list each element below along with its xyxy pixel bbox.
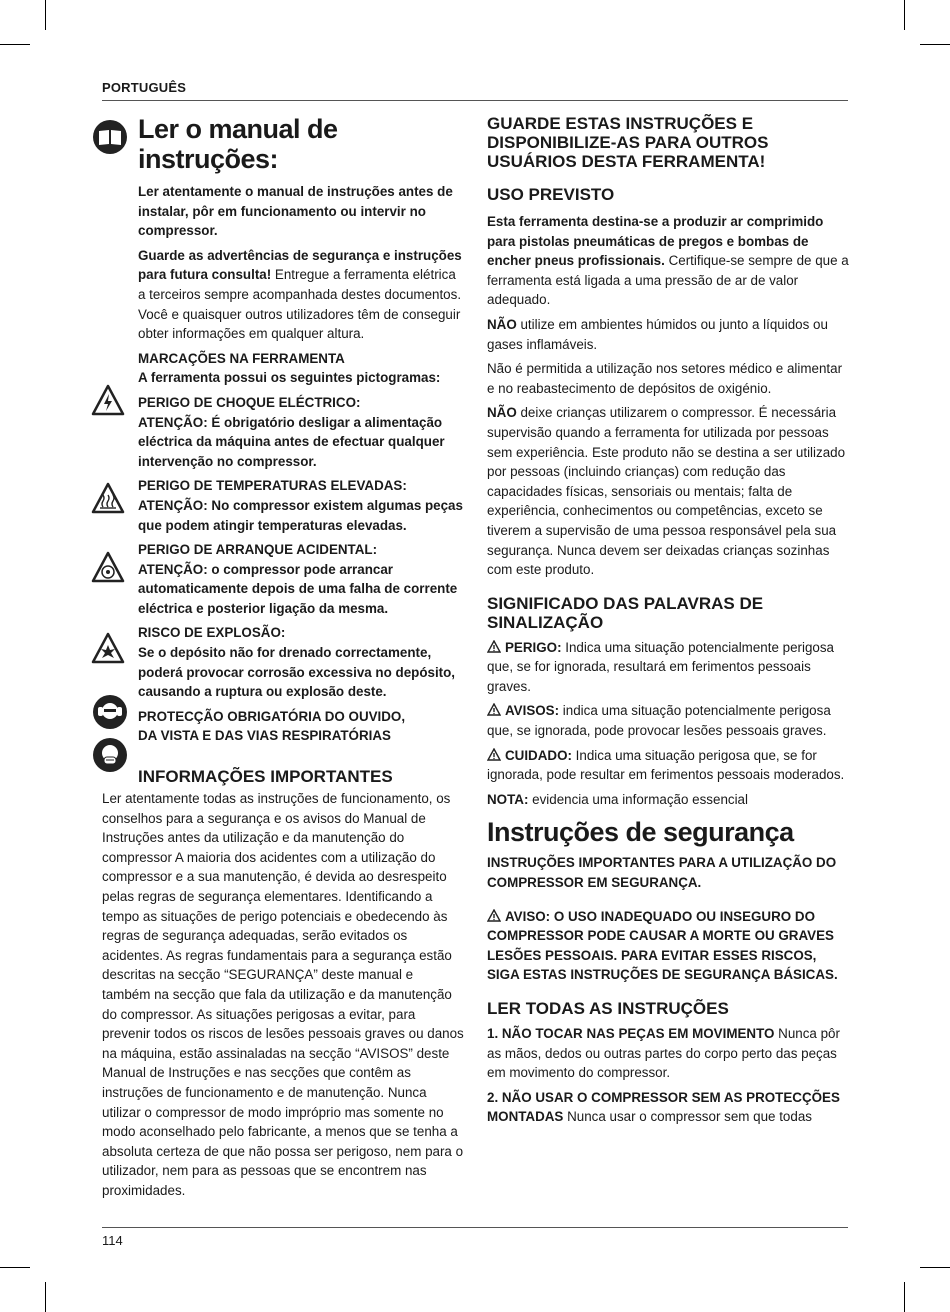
important-info-body [102, 789, 464, 1205]
read-all-title: LER TODAS AS INSTRUÇÕES [487, 999, 729, 1018]
language-header: PORTUGUÊS [102, 80, 187, 95]
danger-definition: PERIGO: Indica uma situação potencialmente perigosa que, se for ignorada, resultará em ferimentos pessoais graves. [487, 639, 834, 694]
crop-mark [904, 0, 905, 30]
protection-line-2: DA VISTA E DAS VIAS RESPIRATÓRIAS [138, 728, 391, 744]
markings-subtitle: A ferramenta possui os seguintes pictogramas: [138, 370, 441, 386]
ear-eye-protection-icon [92, 694, 128, 730]
accidental-start-title: PERIGO DE ARRANQUE ACIDENTAL: [138, 542, 378, 558]
temperature-title: PERIGO DE TEMPERATURAS ELEVADAS: [138, 478, 407, 494]
respiratory-protection-icon [92, 737, 128, 773]
manual-title: Ler o manual de instruções: [138, 114, 338, 174]
crop-mark [920, 44, 950, 45]
safety-item-1: 1. NÃO TOCAR NAS PEÇAS EM MOVIMENTO Nunca pôr as mãos, dedos ou outras partes do corpo perto das peças em movimento do compressor. [487, 1026, 840, 1081]
explosion-icon [91, 632, 125, 664]
warning-triangle-icon [487, 640, 501, 653]
manual-intro: Ler atentamente o manual de instruções antes de instalar, pôr em funcionamento ou intervir no compressor. [138, 184, 453, 239]
important-info-title: INFORMAÇÕES IMPORTANTES [138, 767, 393, 786]
warnings-definition: AVISOS: indica uma situação potencialmente perigosa que, se ignorada, pode provocar lesões pessoais graves. [487, 703, 831, 739]
intended-use-title: USO PREVISTO [487, 185, 615, 204]
warning-triangle-icon [487, 703, 501, 716]
hot-surface-icon [91, 482, 125, 514]
shock-title: PERIGO DE CHOQUE ELÉCTRICO: [138, 394, 361, 410]
crop-mark [920, 1267, 950, 1268]
markings-title: MARCAÇÕES NA FERRAMENTA [138, 350, 345, 366]
safety-subtitle: INSTRUÇÕES IMPORTANTES PARA A UTILIZAÇÃO DO COMPRESSOR EM SEGURANÇA. [487, 855, 837, 891]
temperature-text: ATENÇÃO: No compressor existem algumas peças que podem atingir temperaturas elevadas. [138, 497, 463, 533]
crop-mark [904, 1282, 905, 1312]
keep-instructions-title: GUARDE ESTAS INSTRUÇÕES E DISPONIBILIZE-AS PARA OUTROS USUÁRIOS DESTA FERRAMENTA! [487, 114, 769, 171]
left-column-upper [138, 114, 466, 746]
explosion-title: RISCO DE EXPLOSÃO: [138, 625, 286, 641]
warning-triangle-icon [487, 909, 501, 922]
footer-rule [102, 1227, 848, 1228]
signal-words-title: SIGNIFICADO DAS PALAVRAS DE SINALIZAÇÃO [487, 593, 764, 632]
children-warning: NÃO deixe crianças utilizarem o compressor. É necessária supervisão quando a ferramenta for utilizada por pessoas sem experiência. Este produto não se destina a ser utilizado por pessoas (incluindo crianças) com redução das capacidades físicas, sensoriais ou mentais; falta de experiência, conhecimentos ou competências, exceto se tiverem a supervisão de uma pessoa responsável pela sua segurança. Nunca devem ser deixadas crianças sozinhas com este produto. [487, 405, 846, 578]
intended-use-paragraph: Esta ferramenta destina-se a produzir ar comprimido para pistolas pneumáticas de pregos e bombas de encher pneus profissionais. Certifique-se sempre de que a ferramenta está ligada a uma pressão de ar de valor adequado. [487, 214, 849, 308]
protection-line-1: PROTECÇÃO OBRIGATÓRIA DO OUVIDO, [138, 708, 406, 724]
explosion-text: Se o depósito não for drenado correctamente, poderá provocar corrosão excessiva no depósito, causando a ruptura ou explosão deste. [138, 645, 456, 700]
automatic-start-icon [91, 551, 125, 583]
safety-item-2: 2. NÃO USAR O COMPRESSOR SEM AS PROTECÇÕES MONTADAS Nunca usar o compressor sem que todas [487, 1089, 840, 1125]
warning-triangle-icon [487, 748, 501, 761]
keep-instructions-paragraph: Guarde as advertências de segurança e instruções para futura consulta! Entregue a ferramenta elétrica a terceiros sempre acompanhada destes documentos. Você e quaisquer outros utilizadores têm de conseguir obter informações em qualquer altura. [138, 247, 462, 342]
misuse-warning: AVISO: O USO INADEQUADO OU INSEGURO DO COMPRESSOR PODE CAUSAR A MORTE OU GRAVES LESÕES PESSOAIS. PARA EVITAR ESSES RISCOS, SIGA ESTAS INSTRUÇÕES DE SEGURANÇA BÁSICAS. [487, 908, 838, 983]
crop-mark [0, 44, 30, 45]
safety-instructions-title: Instruções de segurança [487, 817, 794, 848]
important-info-text: Ler atentamente todas as instruções de funcionamento, os conselhos para a segurança e os avisos do Manual de Instruções antes da utilização e da manutenção do compressor A maioria dos acidentes com a utilização do compressor e a sua manutenção, é devida ao desrespeito pelas regras de segurança elementares. Identificando a tempo as situações de perigo potenciais e obedecendo às regras de segurança adequadas, serão evitados os acidentes. As regras fundamentais para a segurança estão descritas na secção “SEGURANÇA” deste manual e também na secção que fala da utilização e da manutenção do compressor. As situações perigosas a evitar, para prevenir todos os riscos de lesões pessoais graves ou danos na máquina, estão assinaladas na secção “AVISOS” deste Manual de Instruções e nas secções que contêm as instruções de funcionamento e de manutenção. Nunca utilizar o compressor de modo impróprio mas somente no modo aconselhado pelo fabricante, a menos que se tenha a absoluta certeza de que não possa ser perigoso, nem para o utilizador, nem para as pessoas que se encontrem nas proximidades. [102, 791, 464, 1198]
header-rule [102, 100, 848, 101]
crop-mark [0, 1267, 30, 1268]
right-column [487, 114, 849, 1132]
caution-definition: CUIDADO: Indica uma situação perigosa que, se for ignorada, pode resultar em ferimentos pessoais moderados. [487, 747, 845, 783]
medical-restriction: Não é permitida a utilização nos setores médico e alimentar e no reabastecimento de depósitos de oxigénio. [487, 361, 843, 396]
note-definition: NOTA: evidencia uma informação essencial [487, 791, 748, 807]
electric-shock-icon [91, 384, 125, 416]
crop-mark [45, 0, 46, 30]
book-icon [92, 119, 128, 155]
shock-text: ATENÇÃO: É obrigatório desligar a alimentação eléctrica da máquina antes de efectuar qualquer intervenção no compressor. [138, 414, 445, 469]
accidental-start-text: ATENÇÃO: o compressor pode arrancar automaticamente depois de uma falha de corrente eléctrica e posterior ligação da mesma. [138, 561, 458, 616]
crop-mark [45, 1282, 46, 1312]
page-number: 114 [102, 1233, 123, 1248]
humid-warning: NÃO utilize em ambientes húmidos ou junto a líquidos ou gases inflamáveis. [487, 316, 828, 352]
